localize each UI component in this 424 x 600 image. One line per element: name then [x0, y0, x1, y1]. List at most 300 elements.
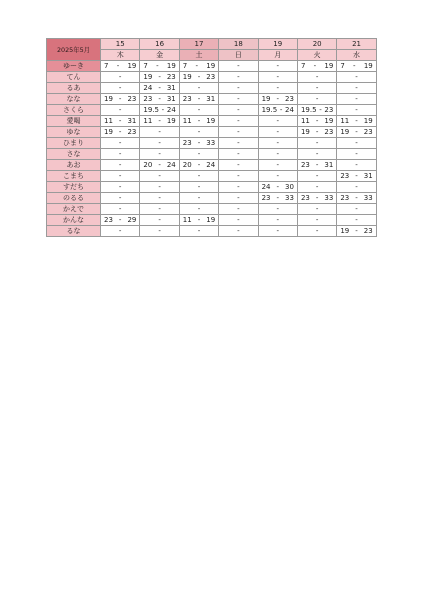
shift-part: 19 — [166, 117, 176, 125]
shift-cell[interactable] — [258, 204, 297, 215]
day-date-header[interactable]: 19 — [258, 39, 297, 50]
staff-name-cell[interactable]: るあ — [47, 83, 101, 94]
staff-name-cell[interactable]: すだち — [47, 182, 101, 193]
shift-value — [101, 116, 139, 126]
shift-cell[interactable] — [258, 160, 297, 171]
shift-value: - — [237, 194, 240, 202]
staff-name-cell[interactable]: こまち — [47, 171, 101, 182]
staff-name-cell[interactable]: ゆな — [47, 127, 101, 138]
shift-cell[interactable] — [258, 226, 297, 237]
shift-schedule-table — [46, 38, 377, 237]
shift-cell[interactable] — [179, 171, 218, 182]
shift-cell[interactable] — [140, 171, 179, 182]
shift-cell[interactable] — [297, 160, 336, 171]
staff-name-cell[interactable]: ゆーき — [47, 61, 101, 72]
shift-value: - — [276, 150, 280, 158]
shift-value — [337, 226, 375, 236]
shift-cell[interactable] — [101, 171, 140, 182]
shift-value — [101, 215, 139, 225]
shift-part: - — [355, 117, 358, 125]
shift-value: - — [237, 150, 240, 158]
table-row — [47, 83, 377, 94]
shift-value: - — [355, 183, 358, 191]
shift-cell[interactable] — [140, 116, 179, 127]
shift-value: - — [158, 128, 161, 136]
shift-cell[interactable] — [297, 72, 336, 83]
shift-cell[interactable] — [140, 94, 179, 105]
shift-value — [298, 160, 336, 170]
shift-value: - — [355, 216, 358, 224]
shift-value: - — [355, 161, 358, 169]
table-row — [47, 193, 377, 204]
shift-value — [180, 215, 218, 225]
shift-part: 19 — [182, 73, 192, 81]
shift-value: - — [118, 161, 122, 169]
shift-cell[interactable] — [297, 204, 336, 215]
shift-value: - — [158, 216, 161, 224]
shift-value: - — [315, 95, 319, 103]
shift-cell[interactable] — [337, 105, 376, 116]
day-weekday-header[interactable]: 火 — [297, 50, 336, 61]
shift-value — [337, 61, 375, 71]
shift-cell[interactable] — [140, 226, 179, 237]
shift-part: 11 — [143, 117, 153, 125]
shift-part: - — [197, 161, 201, 169]
shift-part: 31 — [166, 84, 176, 92]
shift-cell[interactable] — [219, 127, 258, 138]
shift-value: - — [276, 128, 280, 136]
shift-cell[interactable] — [179, 105, 218, 116]
shift-cell[interactable] — [101, 215, 140, 226]
shift-value: - — [197, 194, 201, 202]
shift-part: 19.5 — [143, 106, 159, 114]
shift-value: - — [276, 161, 280, 169]
shift-part: - — [276, 95, 280, 103]
shift-cell[interactable] — [297, 193, 336, 204]
shift-cell[interactable] — [179, 127, 218, 138]
shift-value: - — [197, 183, 201, 191]
shift-value: - — [237, 205, 240, 213]
shift-value: - — [237, 172, 240, 180]
shift-value: - — [118, 227, 122, 235]
day-date-header[interactable]: 17 — [179, 39, 218, 50]
shift-part: 11 — [340, 117, 350, 125]
shift-cell[interactable] — [101, 193, 140, 204]
shift-cell[interactable] — [101, 182, 140, 193]
staff-name-cell[interactable]: なな — [47, 94, 101, 105]
shift-value: - — [276, 227, 280, 235]
shift-part: - — [355, 227, 358, 235]
shift-value: - — [237, 62, 240, 70]
shift-cell[interactable] — [219, 149, 258, 160]
shift-part: - — [315, 117, 319, 125]
shift-cell[interactable] — [337, 61, 376, 72]
shift-value: - — [118, 194, 122, 202]
shift-value: - — [237, 73, 240, 81]
shift-value — [101, 127, 139, 137]
shift-part: 33 — [285, 194, 294, 202]
shift-cell[interactable] — [258, 193, 297, 204]
shift-value — [298, 116, 336, 126]
shift-cell[interactable] — [219, 215, 258, 226]
shift-cell[interactable] — [179, 160, 218, 171]
shift-cell[interactable] — [179, 72, 218, 83]
shift-value: - — [355, 84, 358, 92]
shift-cell[interactable] — [101, 94, 140, 105]
shift-part: 23 — [104, 216, 113, 224]
shift-cell[interactable] — [101, 116, 140, 127]
shift-value — [298, 105, 336, 115]
shift-cell[interactable] — [219, 171, 258, 182]
shift-cell[interactable] — [258, 83, 297, 94]
shift-value: - — [237, 84, 240, 92]
shift-value: - — [355, 205, 358, 213]
shift-value: - — [197, 128, 201, 136]
shift-value — [140, 94, 178, 104]
shift-part: 19 — [363, 117, 373, 125]
shift-cell[interactable] — [140, 72, 179, 83]
shift-cell[interactable] — [297, 182, 336, 193]
day-weekday-header[interactable]: 日 — [219, 50, 258, 61]
shift-cell[interactable] — [337, 193, 376, 204]
shift-cell[interactable] — [337, 127, 376, 138]
shift-cell[interactable] — [219, 204, 258, 215]
shift-cell[interactable] — [179, 193, 218, 204]
shift-value — [259, 94, 297, 104]
shift-cell[interactable] — [297, 116, 336, 127]
shift-value: - — [237, 117, 240, 125]
shift-part: 11 — [182, 216, 192, 224]
shift-cell[interactable] — [179, 83, 218, 94]
shift-value: - — [237, 95, 240, 103]
shift-part: - — [197, 73, 201, 81]
shift-cell[interactable] — [219, 61, 258, 72]
shift-part: - — [279, 106, 283, 114]
shift-cell[interactable] — [179, 61, 218, 72]
shift-cell[interactable] — [140, 127, 179, 138]
shift-value: - — [276, 73, 280, 81]
shift-part: 30 — [285, 183, 294, 191]
shift-value — [298, 61, 336, 71]
shift-value: - — [276, 216, 280, 224]
day-date-header[interactable]: 15 — [101, 39, 140, 50]
shift-cell[interactable] — [219, 138, 258, 149]
shift-part: 23 — [340, 172, 350, 180]
shift-cell[interactable] — [140, 83, 179, 94]
shift-cell[interactable] — [337, 149, 376, 160]
staff-name-cell[interactable]: さな — [47, 149, 101, 160]
shift-cell[interactable] — [101, 105, 140, 116]
shift-cell[interactable] — [101, 226, 140, 237]
shift-cell[interactable] — [219, 182, 258, 193]
shift-value — [337, 193, 375, 203]
shift-value: - — [276, 205, 280, 213]
table-row — [47, 171, 377, 182]
shift-cell[interactable] — [297, 127, 336, 138]
shift-cell[interactable] — [140, 204, 179, 215]
shift-cell[interactable] — [258, 116, 297, 127]
table-row — [47, 105, 377, 116]
shift-cell[interactable] — [297, 138, 336, 149]
shift-part: 23 — [300, 194, 310, 202]
day-date-header[interactable]: 20 — [297, 39, 336, 50]
shift-value: - — [237, 106, 240, 114]
shift-cell[interactable] — [101, 72, 140, 83]
shift-part: 23 — [182, 139, 192, 147]
shift-cell[interactable] — [337, 171, 376, 182]
shift-part: 19 — [104, 95, 113, 103]
day-date-header[interactable]: 21 — [337, 39, 376, 50]
shift-value — [259, 182, 297, 192]
shift-cell[interactable] — [297, 94, 336, 105]
shift-value: - — [355, 106, 358, 114]
shift-value — [101, 94, 139, 104]
shift-cell[interactable] — [337, 182, 376, 193]
shift-cell[interactable] — [337, 94, 376, 105]
shift-cell[interactable] — [179, 226, 218, 237]
shift-part: - — [161, 106, 165, 114]
shift-cell[interactable] — [258, 105, 297, 116]
shift-cell[interactable] — [258, 61, 297, 72]
shift-value: - — [315, 227, 319, 235]
shift-part: 7 — [104, 62, 109, 70]
shift-value — [337, 171, 375, 181]
staff-name-cell[interactable]: かんな — [47, 215, 101, 226]
table-row — [47, 160, 377, 171]
shift-cell[interactable] — [219, 226, 258, 237]
shift-part: - — [276, 194, 280, 202]
shift-part: - — [197, 139, 201, 147]
shift-value — [140, 61, 178, 71]
schedule-body — [47, 61, 377, 237]
shift-cell[interactable] — [297, 226, 336, 237]
shift-cell[interactable] — [297, 83, 336, 94]
shift-cell[interactable] — [297, 61, 336, 72]
shift-cell[interactable] — [297, 215, 336, 226]
shift-value — [180, 94, 218, 104]
shift-part: - — [118, 216, 122, 224]
day-weekday-header[interactable]: 水 — [337, 50, 376, 61]
shift-value: - — [197, 227, 201, 235]
shift-value: - — [355, 150, 358, 158]
shift-part: 23 — [324, 128, 334, 136]
shift-value: - — [197, 84, 201, 92]
shift-part: 31 — [127, 117, 137, 125]
shift-value: - — [276, 139, 280, 147]
shift-cell[interactable] — [337, 215, 376, 226]
shift-cell[interactable] — [101, 83, 140, 94]
shift-cell[interactable] — [101, 204, 140, 215]
staff-name-cell[interactable]: のるる — [47, 193, 101, 204]
shift-value: - — [158, 139, 161, 147]
shift-cell[interactable] — [179, 215, 218, 226]
shift-value: - — [237, 227, 240, 235]
table-row — [47, 94, 377, 105]
shift-value: - — [118, 73, 122, 81]
shift-part: 7 — [300, 62, 306, 70]
day-weekday-header[interactable]: 土 — [179, 50, 218, 61]
shift-cell[interactable] — [337, 138, 376, 149]
shift-value: - — [118, 183, 122, 191]
shift-part: 19 — [324, 62, 334, 70]
shift-part: 19 — [143, 73, 153, 81]
shift-value — [140, 116, 178, 126]
day-weekday-header[interactable]: 木 — [101, 50, 140, 61]
shift-value: - — [276, 117, 280, 125]
shift-value — [180, 116, 218, 126]
shift-cell[interactable] — [140, 138, 179, 149]
month-label[interactable]: 2025年5月 — [47, 39, 101, 61]
shift-part: - — [276, 183, 280, 191]
shift-value: - — [315, 73, 319, 81]
shift-cell[interactable] — [219, 94, 258, 105]
day-date-header[interactable]: 18 — [219, 39, 258, 50]
shift-cell[interactable] — [337, 226, 376, 237]
shift-part: - — [355, 172, 358, 180]
shift-cell[interactable] — [140, 182, 179, 193]
shift-part: 20 — [143, 161, 153, 169]
shift-part: - — [197, 95, 201, 103]
shift-cell[interactable] — [297, 149, 336, 160]
shift-value: - — [158, 194, 161, 202]
shift-part: 33 — [363, 194, 373, 202]
shift-cell[interactable] — [258, 171, 297, 182]
shift-cell[interactable] — [258, 127, 297, 138]
shift-cell[interactable] — [219, 116, 258, 127]
table-row — [47, 61, 377, 72]
shift-cell[interactable] — [179, 138, 218, 149]
shift-cell[interactable] — [337, 160, 376, 171]
shift-cell[interactable] — [337, 72, 376, 83]
shift-cell[interactable] — [101, 127, 140, 138]
shift-part: - — [158, 84, 161, 92]
shift-cell[interactable] — [140, 193, 179, 204]
shift-part: - — [319, 106, 322, 114]
shift-cell[interactable] — [337, 116, 376, 127]
shift-part: - — [197, 216, 201, 224]
shift-cell[interactable] — [258, 149, 297, 160]
staff-name-cell[interactable]: あお — [47, 160, 101, 171]
shift-part: 23 — [143, 95, 153, 103]
shift-cell[interactable] — [101, 160, 140, 171]
shift-part: 23 — [206, 73, 216, 81]
shift-cell[interactable] — [219, 72, 258, 83]
shift-part: - — [315, 194, 319, 202]
shift-part: - — [355, 194, 358, 202]
shift-part: 19.5 — [261, 106, 278, 114]
shift-part: 11 — [104, 117, 113, 125]
staff-name-cell[interactable]: てん — [47, 72, 101, 83]
shift-cell[interactable] — [337, 204, 376, 215]
table-row — [47, 127, 377, 138]
shift-cell[interactable] — [101, 138, 140, 149]
shift-cell[interactable] — [258, 138, 297, 149]
shift-part: 19 — [206, 216, 216, 224]
shift-part: 23 — [166, 73, 176, 81]
shift-cell[interactable] — [179, 204, 218, 215]
staff-name-cell[interactable]: かえで — [47, 204, 101, 215]
shift-value: - — [197, 106, 201, 114]
shift-value: - — [158, 183, 161, 191]
table-row — [47, 138, 377, 149]
shift-cell[interactable] — [258, 182, 297, 193]
shift-cell[interactable] — [219, 193, 258, 204]
shift-part: - — [116, 62, 120, 70]
shift-part: 31 — [324, 161, 334, 169]
staff-name-cell[interactable]: るな — [47, 226, 101, 237]
shift-value: - — [276, 172, 280, 180]
day-weekday-header[interactable]: 金 — [140, 50, 179, 61]
table-row — [47, 72, 377, 83]
shift-value — [140, 160, 178, 170]
shift-cell[interactable] — [179, 94, 218, 105]
shift-value — [140, 72, 178, 82]
table-row — [47, 226, 377, 237]
shift-value: - — [158, 150, 161, 158]
shift-part: 24 — [285, 106, 294, 114]
shift-cell[interactable] — [258, 72, 297, 83]
day-date-header[interactable]: 16 — [140, 39, 179, 50]
shift-cell[interactable] — [297, 105, 336, 116]
shift-part: 19 — [104, 128, 113, 136]
shift-cell[interactable] — [219, 83, 258, 94]
schedule-header — [47, 39, 377, 61]
day-weekday-header[interactable]: 月 — [258, 50, 297, 61]
shift-part: 23 — [127, 128, 137, 136]
shift-part: 23 — [300, 161, 310, 169]
shift-cell[interactable] — [140, 61, 179, 72]
shift-cell[interactable] — [140, 105, 179, 116]
shift-cell[interactable] — [297, 171, 336, 182]
shift-value: - — [158, 205, 161, 213]
shift-cell[interactable] — [219, 105, 258, 116]
shift-value — [337, 127, 375, 137]
staff-name-cell[interactable]: ひまり — [47, 138, 101, 149]
shift-cell[interactable] — [140, 149, 179, 160]
shift-part: - — [158, 95, 161, 103]
shift-cell[interactable] — [179, 116, 218, 127]
shift-cell[interactable] — [179, 182, 218, 193]
shift-value — [298, 127, 336, 137]
shift-value — [180, 72, 218, 82]
shift-value — [180, 138, 218, 148]
shift-value: - — [315, 183, 319, 191]
shift-cell[interactable] — [140, 160, 179, 171]
shift-part: 24 — [206, 161, 216, 169]
shift-cell[interactable] — [101, 61, 140, 72]
shift-part: 23 — [363, 227, 373, 235]
shift-cell[interactable] — [101, 149, 140, 160]
shift-cell[interactable] — [140, 215, 179, 226]
shift-value: - — [315, 216, 319, 224]
shift-part: 19 — [340, 227, 350, 235]
shift-value: - — [237, 128, 240, 136]
shift-cell[interactable] — [337, 83, 376, 94]
shift-part: 23 — [261, 194, 271, 202]
shift-part: - — [118, 128, 122, 136]
shift-value: - — [118, 150, 122, 158]
shift-part: 24 — [166, 161, 176, 169]
table-row — [47, 204, 377, 215]
shift-cell[interactable] — [258, 215, 297, 226]
staff-name-cell[interactable]: さくら — [47, 105, 101, 116]
staff-name-cell[interactable]: 愛喝 — [47, 116, 101, 127]
shift-cell[interactable] — [219, 160, 258, 171]
shift-value: - — [118, 106, 122, 114]
shift-cell[interactable] — [179, 149, 218, 160]
shift-part: 23 — [285, 95, 294, 103]
shift-cell[interactable] — [258, 94, 297, 105]
